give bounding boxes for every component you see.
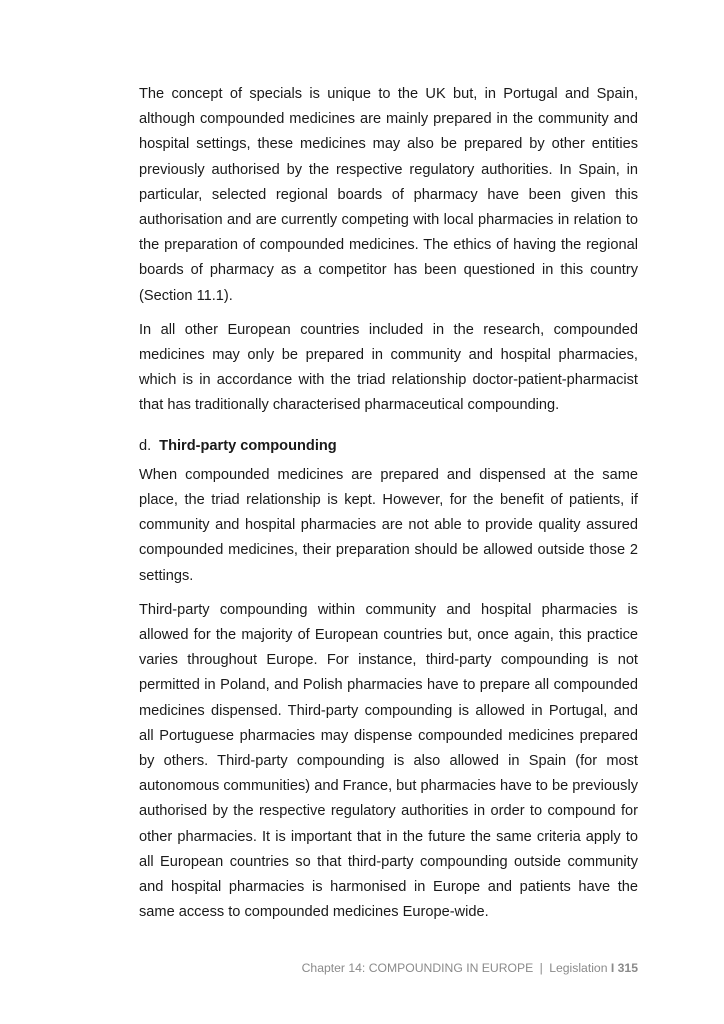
section-heading <box>139 434 638 459</box>
footer-chapter: Chapter 14: COMPOUNDING IN EUROPE <box>301 961 534 975</box>
page-body <box>139 82 638 935</box>
paragraph-other-countries: In all other European countries included in the research, compounded medicines may only be prepared in community and hospital pharmacies, which is in accordance with the triad relationship doctor-patient-pharmacist that has traditionally characterised pharmaceutical compounding. <box>139 321 638 414</box>
footer-page-separator: I <box>610 961 615 975</box>
paragraph-third-party: Third-party compounding within community and hospital pharmacies is allowed for the majority of European countries but, once again, this practice varies throughout Europe. For instance, third-party compounding is not permitted in Poland, and Polish pharmacies have to prepare all compounded medicines dispensed. Third-party compounding is allowed in Portugal, and all Portuguese pharmacies may dispense compounded medicines prepared by others. Third-party compounding is also allowed in Spain (for most autonomous communities) and France, but pharmacies have to be previously authorised by the respective regulatory authorities in order to compound for other pharmacies. It is important that in the future the same criteria apply to all European countries so that third-party compounding outside community and hospital pharmacies is harmonised in Europe and patients have the same access to compounded medicines Europe-wide. <box>139 601 638 921</box>
footer-section: Legislation <box>549 961 608 975</box>
paragraph-specials: The concept of specials is unique to the UK but, in Portugal and Spain, although compounded medicines are mainly prepared in the community and hospital settings, these medicines may also be prepared by other entities previously authorised by the respective regulatory authorities. In Spain, in particular, selected regional boards of pharmacy have been given this authorisation and are currently competing with local pharmacies in relation to the preparation of compounded medicines. The ethics of having the regional boards of pharmacy as a competitor has been questioned in this country (Section 11.1). <box>139 86 638 304</box>
footer-separator: | <box>539 961 543 975</box>
paragraph-triad: When compounded medicines are prepared and dispensed at the same place, the triad relationship is kept. However, for the benefit of patients, if community and hospital pharmacies are not able to provide quality assured compounded medicines, their preparation should be allowed outside those 2 settings. <box>139 466 638 584</box>
page-footer <box>302 961 638 975</box>
section-number: d. <box>139 437 152 454</box>
section-title: Third-party compounding <box>159 437 337 454</box>
page-number: 315 <box>617 961 638 975</box>
